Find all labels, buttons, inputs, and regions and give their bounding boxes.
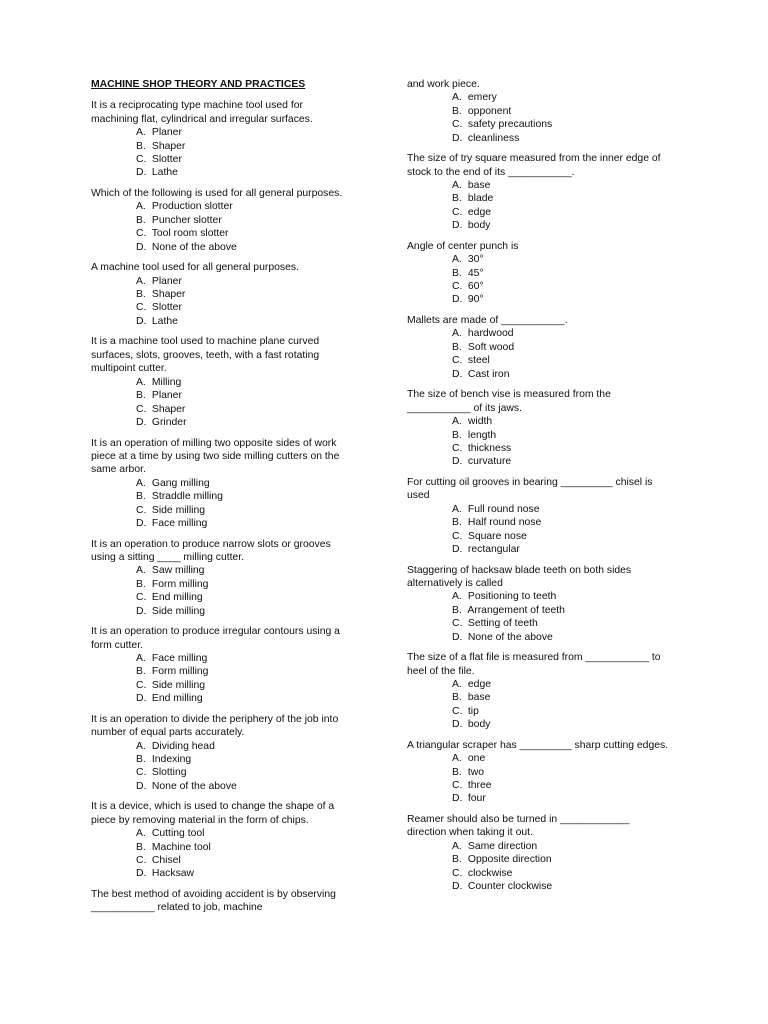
answer-option <box>452 718 669 731</box>
right-column <box>407 78 669 901</box>
answer-option <box>136 692 353 705</box>
option-letter: B. <box>452 193 462 205</box>
question-text: It is an operation to divide the periphery of the job into number of equal parts accurately. <box>91 713 339 739</box>
answer-option <box>136 854 353 867</box>
option-text: Grinder <box>151 416 187 428</box>
option-text: edge <box>467 206 492 218</box>
option-letter: C. <box>136 855 147 867</box>
question-item <box>91 800 353 880</box>
option-letter: A. <box>136 376 146 388</box>
answer-option <box>136 564 353 577</box>
option-text: Arrangement of teeth <box>467 604 565 616</box>
answer-option <box>452 179 669 192</box>
question-item <box>407 388 669 468</box>
option-letter: B. <box>452 604 462 616</box>
option-text: one <box>467 753 486 765</box>
question-text: It is a device, which is used to change the shape of a piece by removing material in the form of chips. <box>91 801 335 826</box>
option-list <box>407 503 669 557</box>
answer-option <box>452 678 669 691</box>
option-letter: B. <box>452 429 462 441</box>
answer-option <box>452 705 669 718</box>
answer-option <box>452 691 669 704</box>
answer-option <box>452 455 669 468</box>
question-text: The size of a flat file is measured from ___________ to heel of the file. <box>407 652 661 677</box>
question-item <box>407 564 669 644</box>
answer-option <box>136 517 353 530</box>
option-text: body <box>467 220 491 232</box>
option-letter: C. <box>452 618 463 630</box>
option-text: None of the above <box>151 241 237 253</box>
question-item <box>91 625 353 705</box>
option-text: width <box>467 416 493 428</box>
answer-option <box>136 416 353 429</box>
answer-option <box>136 753 353 766</box>
option-text: Chisel <box>151 855 181 867</box>
option-text: Side milling <box>151 679 206 691</box>
answer-option <box>136 652 353 665</box>
answer-option <box>136 867 353 880</box>
option-letter: D. <box>452 132 463 144</box>
answer-option <box>452 442 669 455</box>
option-letter: D. <box>452 456 463 468</box>
option-letter: A. <box>452 254 462 266</box>
answer-option <box>452 867 669 880</box>
answer-option <box>136 227 353 240</box>
question-item <box>91 187 353 254</box>
option-text: Half round nose <box>467 517 542 529</box>
option-letter: B. <box>452 267 462 279</box>
option-text: Shaper <box>151 140 186 152</box>
answer-option <box>136 315 353 328</box>
answer-option <box>452 766 669 779</box>
question-item <box>407 813 669 893</box>
answer-option <box>136 504 353 517</box>
option-text: 90° <box>467 294 484 306</box>
option-letter: A. <box>452 92 462 104</box>
question-text: The size of bench vise is measured from the ___________ of its jaws. <box>407 389 611 414</box>
question-text: A triangular scraper has _________ sharp cutting edges. <box>407 739 669 751</box>
option-text: clockwise <box>467 867 513 879</box>
option-letter: B. <box>136 214 146 226</box>
option-text: Positioning to teeth <box>467 591 557 603</box>
option-text: Planer <box>151 390 182 402</box>
option-letter: D. <box>136 780 147 792</box>
option-letter: C. <box>136 767 147 779</box>
option-letter: D. <box>452 294 463 306</box>
option-text: curvature <box>467 456 512 468</box>
option-text: tip <box>467 705 479 717</box>
option-text: thickness <box>467 442 512 454</box>
option-list <box>407 590 669 644</box>
answer-option <box>452 792 669 805</box>
option-letter: C. <box>452 705 463 717</box>
option-text: Straddle milling <box>151 491 223 503</box>
question-item <box>91 437 353 531</box>
option-text: Puncher slotter <box>151 214 222 226</box>
question-item <box>91 335 353 429</box>
option-letter: A. <box>452 840 462 852</box>
answer-option <box>452 280 669 293</box>
option-list <box>91 564 353 618</box>
option-text: blade <box>467 193 494 205</box>
option-text: Shaper <box>151 403 186 415</box>
option-letter: C. <box>136 403 147 415</box>
answer-option <box>136 766 353 779</box>
answer-option <box>452 631 669 644</box>
option-letter: C. <box>452 780 463 791</box>
option-list <box>91 477 353 531</box>
question-text: For cutting oil grooves in bearing _________ chisel is used <box>407 476 653 502</box>
option-text: 30° <box>467 254 484 266</box>
question-text: It is a reciprocating type machine tool used for machining flat, cylindrical and irregular surfaces. <box>91 100 313 125</box>
answer-option <box>136 679 353 692</box>
answer-option <box>136 153 353 166</box>
option-letter: B. <box>136 390 146 402</box>
answer-option <box>136 166 353 179</box>
answer-option <box>136 827 353 840</box>
option-text: Setting of teeth <box>467 618 538 630</box>
answer-option <box>136 200 353 213</box>
option-text: cleanliness <box>467 132 520 144</box>
option-text: Slotting <box>151 767 187 779</box>
option-text: Same direction <box>467 840 538 852</box>
option-text: Gang milling <box>151 477 210 489</box>
question-item <box>91 538 353 618</box>
option-text: Tool room slotter <box>151 228 229 240</box>
option-letter: B. <box>452 854 462 866</box>
option-letter: C. <box>452 867 463 879</box>
question-item <box>91 713 353 793</box>
answer-option <box>136 301 353 314</box>
option-text: Cutting tool <box>151 828 205 840</box>
option-text: Full round nose <box>467 503 540 515</box>
option-letter: B. <box>136 289 146 301</box>
option-letter: B. <box>136 841 146 853</box>
answer-option <box>452 429 669 442</box>
option-letter: D. <box>136 315 147 327</box>
option-letter: C. <box>452 119 463 131</box>
option-letter: C. <box>136 592 147 604</box>
option-text: Side milling <box>151 605 206 617</box>
option-list <box>91 126 353 180</box>
option-text: Shaper <box>151 289 186 301</box>
right-question-list <box>407 78 669 893</box>
option-list <box>91 200 353 254</box>
option-text: 60° <box>467 281 484 293</box>
question-item <box>91 99 353 179</box>
option-letter: A. <box>136 275 146 287</box>
option-text: two <box>467 766 485 778</box>
option-letter: B. <box>452 766 462 778</box>
option-letter: B. <box>136 491 146 503</box>
question-item <box>407 651 669 731</box>
option-text: Saw milling <box>151 565 205 577</box>
option-text: edge <box>467 678 492 690</box>
option-letter: C. <box>136 504 147 516</box>
answer-option <box>136 241 353 254</box>
question-text: The best method of avoiding accident is by observing ___________ related to job, machine <box>91 889 336 914</box>
question-text: A machine tool used for all general purposes. <box>91 262 299 274</box>
question-text: Reamer should also be turned in ____________ direction when taking it out. <box>407 814 630 839</box>
option-text: Machine tool <box>151 841 211 853</box>
option-list <box>407 91 669 145</box>
option-letter: A. <box>452 753 462 765</box>
option-letter: A. <box>136 477 146 489</box>
answer-option <box>452 354 669 367</box>
answer-option <box>452 880 669 893</box>
answer-option <box>452 341 669 354</box>
option-text: base <box>467 180 491 192</box>
answer-option <box>452 840 669 853</box>
option-text: Slotter <box>151 154 182 166</box>
option-text: Side milling <box>151 504 206 516</box>
answer-option <box>452 779 669 792</box>
question-text: Angle of center punch is <box>407 240 519 252</box>
option-letter: B. <box>452 105 462 117</box>
option-letter: B. <box>136 666 146 678</box>
option-letter: D. <box>452 719 463 731</box>
option-letter: A. <box>452 328 462 340</box>
option-letter: C. <box>452 530 463 542</box>
option-text: Square nose <box>467 530 527 542</box>
question-item <box>407 152 669 232</box>
option-letter: A. <box>452 416 462 428</box>
option-list <box>91 740 353 794</box>
answer-option <box>136 288 353 301</box>
option-letter: B. <box>136 140 146 152</box>
answer-option <box>452 206 669 219</box>
option-letter: D. <box>136 605 147 617</box>
question-text: Mallets are made of ___________. <box>407 315 568 327</box>
answer-option <box>452 219 669 232</box>
question-text: Staggering of hacksaw blade teeth on both sides alternatively is called <box>407 564 632 589</box>
option-letter: D. <box>452 631 463 643</box>
option-text: End milling <box>151 592 203 604</box>
option-letter: C. <box>136 228 147 240</box>
answer-option <box>452 503 669 516</box>
option-text: None of the above <box>467 631 553 643</box>
option-text: Form milling <box>151 578 209 590</box>
answer-option <box>136 665 353 678</box>
option-letter: B. <box>452 341 462 353</box>
option-list <box>91 827 353 881</box>
answer-option <box>452 752 669 765</box>
option-list <box>91 275 353 329</box>
option-letter: B. <box>136 578 146 590</box>
question-text: and work piece. <box>407 79 480 90</box>
option-list <box>407 752 669 806</box>
option-letter: A. <box>452 180 462 192</box>
option-letter: A. <box>136 828 146 840</box>
answer-option <box>452 516 669 529</box>
option-list <box>407 253 669 307</box>
option-letter: A. <box>136 565 146 577</box>
option-letter: D. <box>452 368 463 380</box>
answer-option <box>136 578 353 591</box>
answer-option <box>452 327 669 340</box>
answer-option <box>452 105 669 118</box>
option-text: Production slotter <box>151 201 233 213</box>
option-text: Face milling <box>151 517 208 529</box>
option-text: emery <box>467 92 497 104</box>
option-letter: A. <box>452 591 462 603</box>
answer-option <box>136 275 353 288</box>
option-text: body <box>467 719 491 731</box>
question-item <box>407 314 669 381</box>
answer-option <box>452 267 669 280</box>
option-letter: C. <box>452 206 463 218</box>
answer-option <box>136 605 353 618</box>
option-text: rectangular <box>467 543 520 555</box>
question-text: The size of try square measured from the inner edge of stock to the end of its ___________. <box>407 153 661 178</box>
option-text: four <box>467 793 486 805</box>
answer-option <box>136 477 353 490</box>
question-text: It is an operation to produce narrow slots or grooves using a sitting ____ milling cutter. <box>91 538 331 563</box>
question-item <box>407 739 669 806</box>
option-text: Opposite direction <box>467 854 552 866</box>
question-item <box>91 888 353 915</box>
option-letter: D. <box>452 793 463 805</box>
answer-option <box>452 118 669 131</box>
option-text: three <box>467 780 492 791</box>
option-list <box>91 652 353 706</box>
option-text: Form milling <box>151 666 209 678</box>
option-text: Planer <box>151 127 182 139</box>
option-letter: C. <box>452 281 463 293</box>
option-text: opponent <box>467 105 512 117</box>
answer-option <box>136 126 353 139</box>
option-text: Milling <box>151 376 182 388</box>
answer-option <box>452 415 669 428</box>
answer-option <box>452 192 669 205</box>
option-text: Dividing head <box>151 740 215 752</box>
answer-option <box>136 403 353 416</box>
option-letter: C. <box>136 302 147 314</box>
answer-option <box>136 376 353 389</box>
option-letter: A. <box>136 740 146 752</box>
option-letter: D. <box>452 543 463 555</box>
option-text: Cast iron <box>467 368 510 380</box>
answer-option <box>136 740 353 753</box>
option-list <box>91 376 353 430</box>
option-list <box>407 840 669 894</box>
option-letter: C. <box>136 679 147 691</box>
option-text: Hacksaw <box>151 868 195 880</box>
answer-option <box>452 368 669 381</box>
answer-option <box>452 253 669 266</box>
option-text: End milling <box>151 693 203 705</box>
option-text: Slotter <box>151 302 182 314</box>
answer-option <box>452 590 669 603</box>
question-text: Which of the following is used for all general purposes. <box>91 188 343 200</box>
option-letter: B. <box>452 517 462 529</box>
answer-option <box>452 853 669 866</box>
question-item <box>407 476 669 556</box>
option-list <box>407 678 669 732</box>
answer-option <box>452 132 669 145</box>
option-letter: A. <box>452 678 462 690</box>
option-text: base <box>467 692 491 704</box>
option-letter: D. <box>136 241 147 253</box>
option-text: Lathe <box>151 315 178 327</box>
option-text: Counter clockwise <box>467 881 553 893</box>
option-list <box>407 327 669 381</box>
option-text: Lathe <box>151 167 178 179</box>
option-letter: D. <box>136 167 147 179</box>
answer-option <box>452 543 669 556</box>
answer-option <box>136 140 353 153</box>
answer-option <box>136 214 353 227</box>
option-letter: D. <box>136 416 147 428</box>
answer-option <box>136 389 353 402</box>
option-letter: D. <box>452 220 463 232</box>
document-title: MACHINE SHOP THEORY AND PRACTICES <box>91 79 306 90</box>
left-question-list <box>91 99 353 914</box>
option-letter: C. <box>452 355 463 367</box>
option-letter: A. <box>136 201 146 213</box>
option-letter: D. <box>452 881 463 893</box>
question-item <box>407 240 669 307</box>
answer-option <box>452 617 669 630</box>
answer-option <box>452 91 669 104</box>
answer-option <box>136 780 353 793</box>
option-text: 45° <box>467 267 484 279</box>
option-text: length <box>467 429 497 441</box>
option-text: Face milling <box>151 652 208 664</box>
option-text: safety precautions <box>467 119 553 131</box>
question-item <box>91 261 353 328</box>
answer-option <box>452 604 669 617</box>
option-text: steel <box>467 355 490 367</box>
option-text: Planer <box>151 275 182 287</box>
option-text: Soft wood <box>467 341 515 353</box>
option-letter: D. <box>136 517 147 529</box>
option-list <box>407 179 669 233</box>
option-letter: D. <box>136 868 147 880</box>
question-text: It is a machine tool used to machine plane curved surfaces, slots, grooves, teeth, with a fast rotating multipoint cutter. <box>91 336 320 375</box>
option-letter: C. <box>136 154 147 166</box>
option-letter: B. <box>136 754 146 765</box>
option-text: hardwood <box>467 328 514 340</box>
option-list <box>407 415 669 469</box>
option-letter: A. <box>136 127 146 139</box>
option-letter: A. <box>136 652 146 664</box>
option-text: None of the above <box>151 780 237 792</box>
option-letter: B. <box>452 692 462 704</box>
option-letter: A. <box>452 503 462 515</box>
left-column <box>91 78 353 922</box>
question-text: It is an operation of milling two opposite sides of work piece at a time by using two side milling cutters on the same arbor. <box>91 437 340 476</box>
answer-option <box>452 530 669 543</box>
answer-option <box>136 841 353 854</box>
answer-option <box>136 591 353 604</box>
question-text: It is an operation to produce irregular contours using a form cutter. <box>91 626 340 651</box>
answer-option <box>136 490 353 503</box>
option-letter: D. <box>136 693 147 705</box>
answer-option <box>452 293 669 306</box>
option-text: Indexing <box>151 754 192 765</box>
question-item <box>407 78 669 145</box>
option-letter: C. <box>452 442 463 454</box>
